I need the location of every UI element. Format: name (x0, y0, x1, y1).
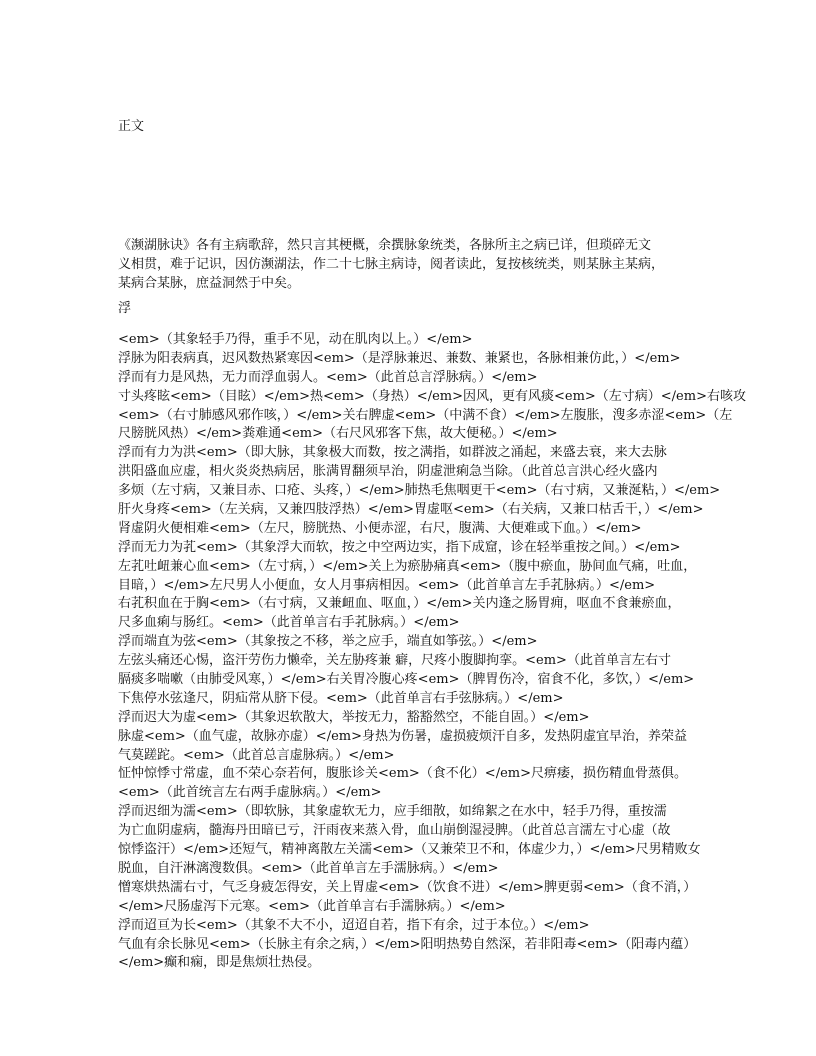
body-line: 脉虚<em>（血气虚，故脉亦虚）</em>身热为伤暑，虚损疲烦汗自多，发热阴虚宜早治，养荣益 (118, 728, 687, 744)
body-line: 膈痰多喘嗽（由肺受风寒，）</em>右关胃冷腹心疼<em>（脾胃伤冷，宿食不化，多饮，）</em> (118, 672, 695, 688)
body-line: 寸头疼眩<em>（目眩）</em>热<em>（身热）</em>因风，更有风痰<em>（左寸病）</em>右咳攻 (118, 388, 746, 404)
body-line: 浮而端直为弦<em>（其象按之不移，举之应手，端直如筝弦。）</em> (118, 634, 538, 650)
body-line: </em>尺肠虚泻下元寒。<em>（此首单言右手濡脉病。）</em> (118, 898, 506, 914)
body-line: 下焦停水弦逢尺，阴疝常从脐下侵。<em>（此首单言右手弦脉病。）</em> (118, 690, 564, 706)
body-line: 多烦（左寸病，又兼目赤、口疮、头疼，）</em>肺热毛焦咽更干<em>（右寸病，又兼涎粘，）</em> (118, 483, 721, 499)
body-line: 左弦头痛还心惕，盗汗劳伤力懒牵，关左胁疼兼 癖，尺疼小腹脚拘挛。<em>（此首单言左右寸 (118, 653, 671, 669)
body-line: 肾虚阴火便相难<em>（左尺，膀胱热、小便赤涩，右尺，腹满、大便难或下血。）</em> (118, 520, 642, 536)
intro-line: 《濒湖脉诀》各有主病歌辞，然只言其梗概，余撰脉象统类，各脉所主之病已详，但琐碎无文 (118, 238, 652, 253)
body-paragraph (118, 330, 746, 972)
body-line: 浮而有力为洪<em>（即大脉，其象极大而数，按之满指，如群波之涌起，来盛去衰，来大去脉 (118, 445, 667, 461)
body-line: 浮而有力是风热，无力而浮血弱人。<em>（此首总言浮脉病。）</em> (118, 369, 538, 385)
body-line: 目暗，）</em>左尺男人小便血，女人月事病相因。<em>（此首单言左手芤脉病。）</em> (118, 577, 656, 593)
body-line: <em>（此首统言左右两手虚脉病。）</em> (118, 785, 382, 801)
intro-line: 某病合某脉，庶益洞然于中矣。 (118, 275, 301, 291)
body-line: 尺多血痢与肠红。<em>（此首单言右手芤脉病。）</em> (118, 615, 460, 631)
body-line: 左芤吐衄兼心血<em>（左寸病，）</em>关上为瘀胁痛真<em>（腹中瘀血，胁间血气痛，吐血， (118, 558, 697, 574)
body-line: 浮而迟大为虚<em>（其象迟软散大，举按无力，豁豁然空，不能自固。）</em> (118, 709, 590, 725)
body-line: 洪阳盛血应虚，相火炎炎热病居，胀满胃翻须早治，阴虚泄痢急当除。（此首总言洪心经火盛内 (118, 464, 658, 480)
body-line: 浮而迢亘为长<em>（其象不大不小，迢迢自若，指下有余，过于本位。）</em> (118, 917, 590, 933)
section-title: 正文 (118, 119, 145, 134)
body-line: 气莫蹉跎。<em>（此首总言虚脉病。）</em> (118, 747, 395, 763)
body-line: 惊悸盗汗）</em>还短气，精神离散左关濡<em>（又兼荣卫不和，体虚少力，）</em>尺男精败女 (118, 842, 701, 858)
intro-line: 义相贯，难于记识，因仿濒湖法，作二十七脉主病诗，阅者读此，复按核统类，则某脉主某病， (118, 256, 665, 272)
body-line: 气血有余长脉见<em>（长脉主有余之病，）</em>阳明热势自然深，若非阳毒<em>（阳毒内蕴） (118, 936, 697, 952)
body-line: 肝火身疼<em>（左关病，又兼四肢浮热）</em>胃虚呕<em>（右关病，又兼口枯舌干，）</em> (118, 502, 704, 518)
body-line: 浮脉为阳表病真，迟风数热紧寒因<em>（是浮脉兼迟、兼数、兼紧也，各脉相兼仿此，）</em> (118, 350, 681, 366)
body-line: <em>（其象轻手乃得，重手不见，动在肌肉以上。）</em> (118, 332, 473, 347)
intro-paragraph (118, 236, 708, 293)
body-line: 怔忡惊悸寸常虚，血不荣心奈若何，腹胀诊关<em>（食不化）</em>尺痹痿，损伤精血骨蒸俱。 (118, 766, 687, 782)
body-line: </em>癫和痫，即是焦烦壮热侵。 (118, 955, 321, 971)
body-line: 右芤积血在于胸<em>（右寸病，又兼衄血、呕血，）</em>关内逢之肠胃痈，呕血不食兼瘀血， (118, 596, 681, 612)
body-line: 脱血，自汗淋漓溲数俱。<em>（此首单言左手濡脉病。）</em> (118, 860, 499, 876)
body-line: 尺膀胱风热）</em>粪难通<em>（右尺风邪客下焦，故大便秘。）</em> (118, 426, 558, 442)
body-line: 为亡血阴虚病，髓海丹田暗已亏，汗雨夜来蒸入骨，血山崩倒湿浸脾。（此首总言濡左寸心虚（故 (118, 823, 671, 839)
pulse-heading: 浮 (118, 301, 132, 316)
body-line: 浮而迟细为濡<em>（即软脉，其象虚软无力，应手细散，如绵絮之在水中，轻手乃得，重按濡 (118, 804, 667, 820)
body-line: 憎寒烘热濡右寸，气乏身疲怎得安，关上胃虚<em>（饮食不进）</em>脾更弱<em>（食不消，） (118, 879, 697, 895)
body-line: 浮而无力为芤<em>（其象浮大而软，按之中空两边实，指下成窟，诊在轻举重按之间。）</em> (118, 539, 681, 555)
body-line: <em>（右寸肺感风邪作咳，）</em>关右脾虚<em>（中满不食）</em>左腹胀，溲多赤涩<em>（左 (118, 407, 733, 423)
